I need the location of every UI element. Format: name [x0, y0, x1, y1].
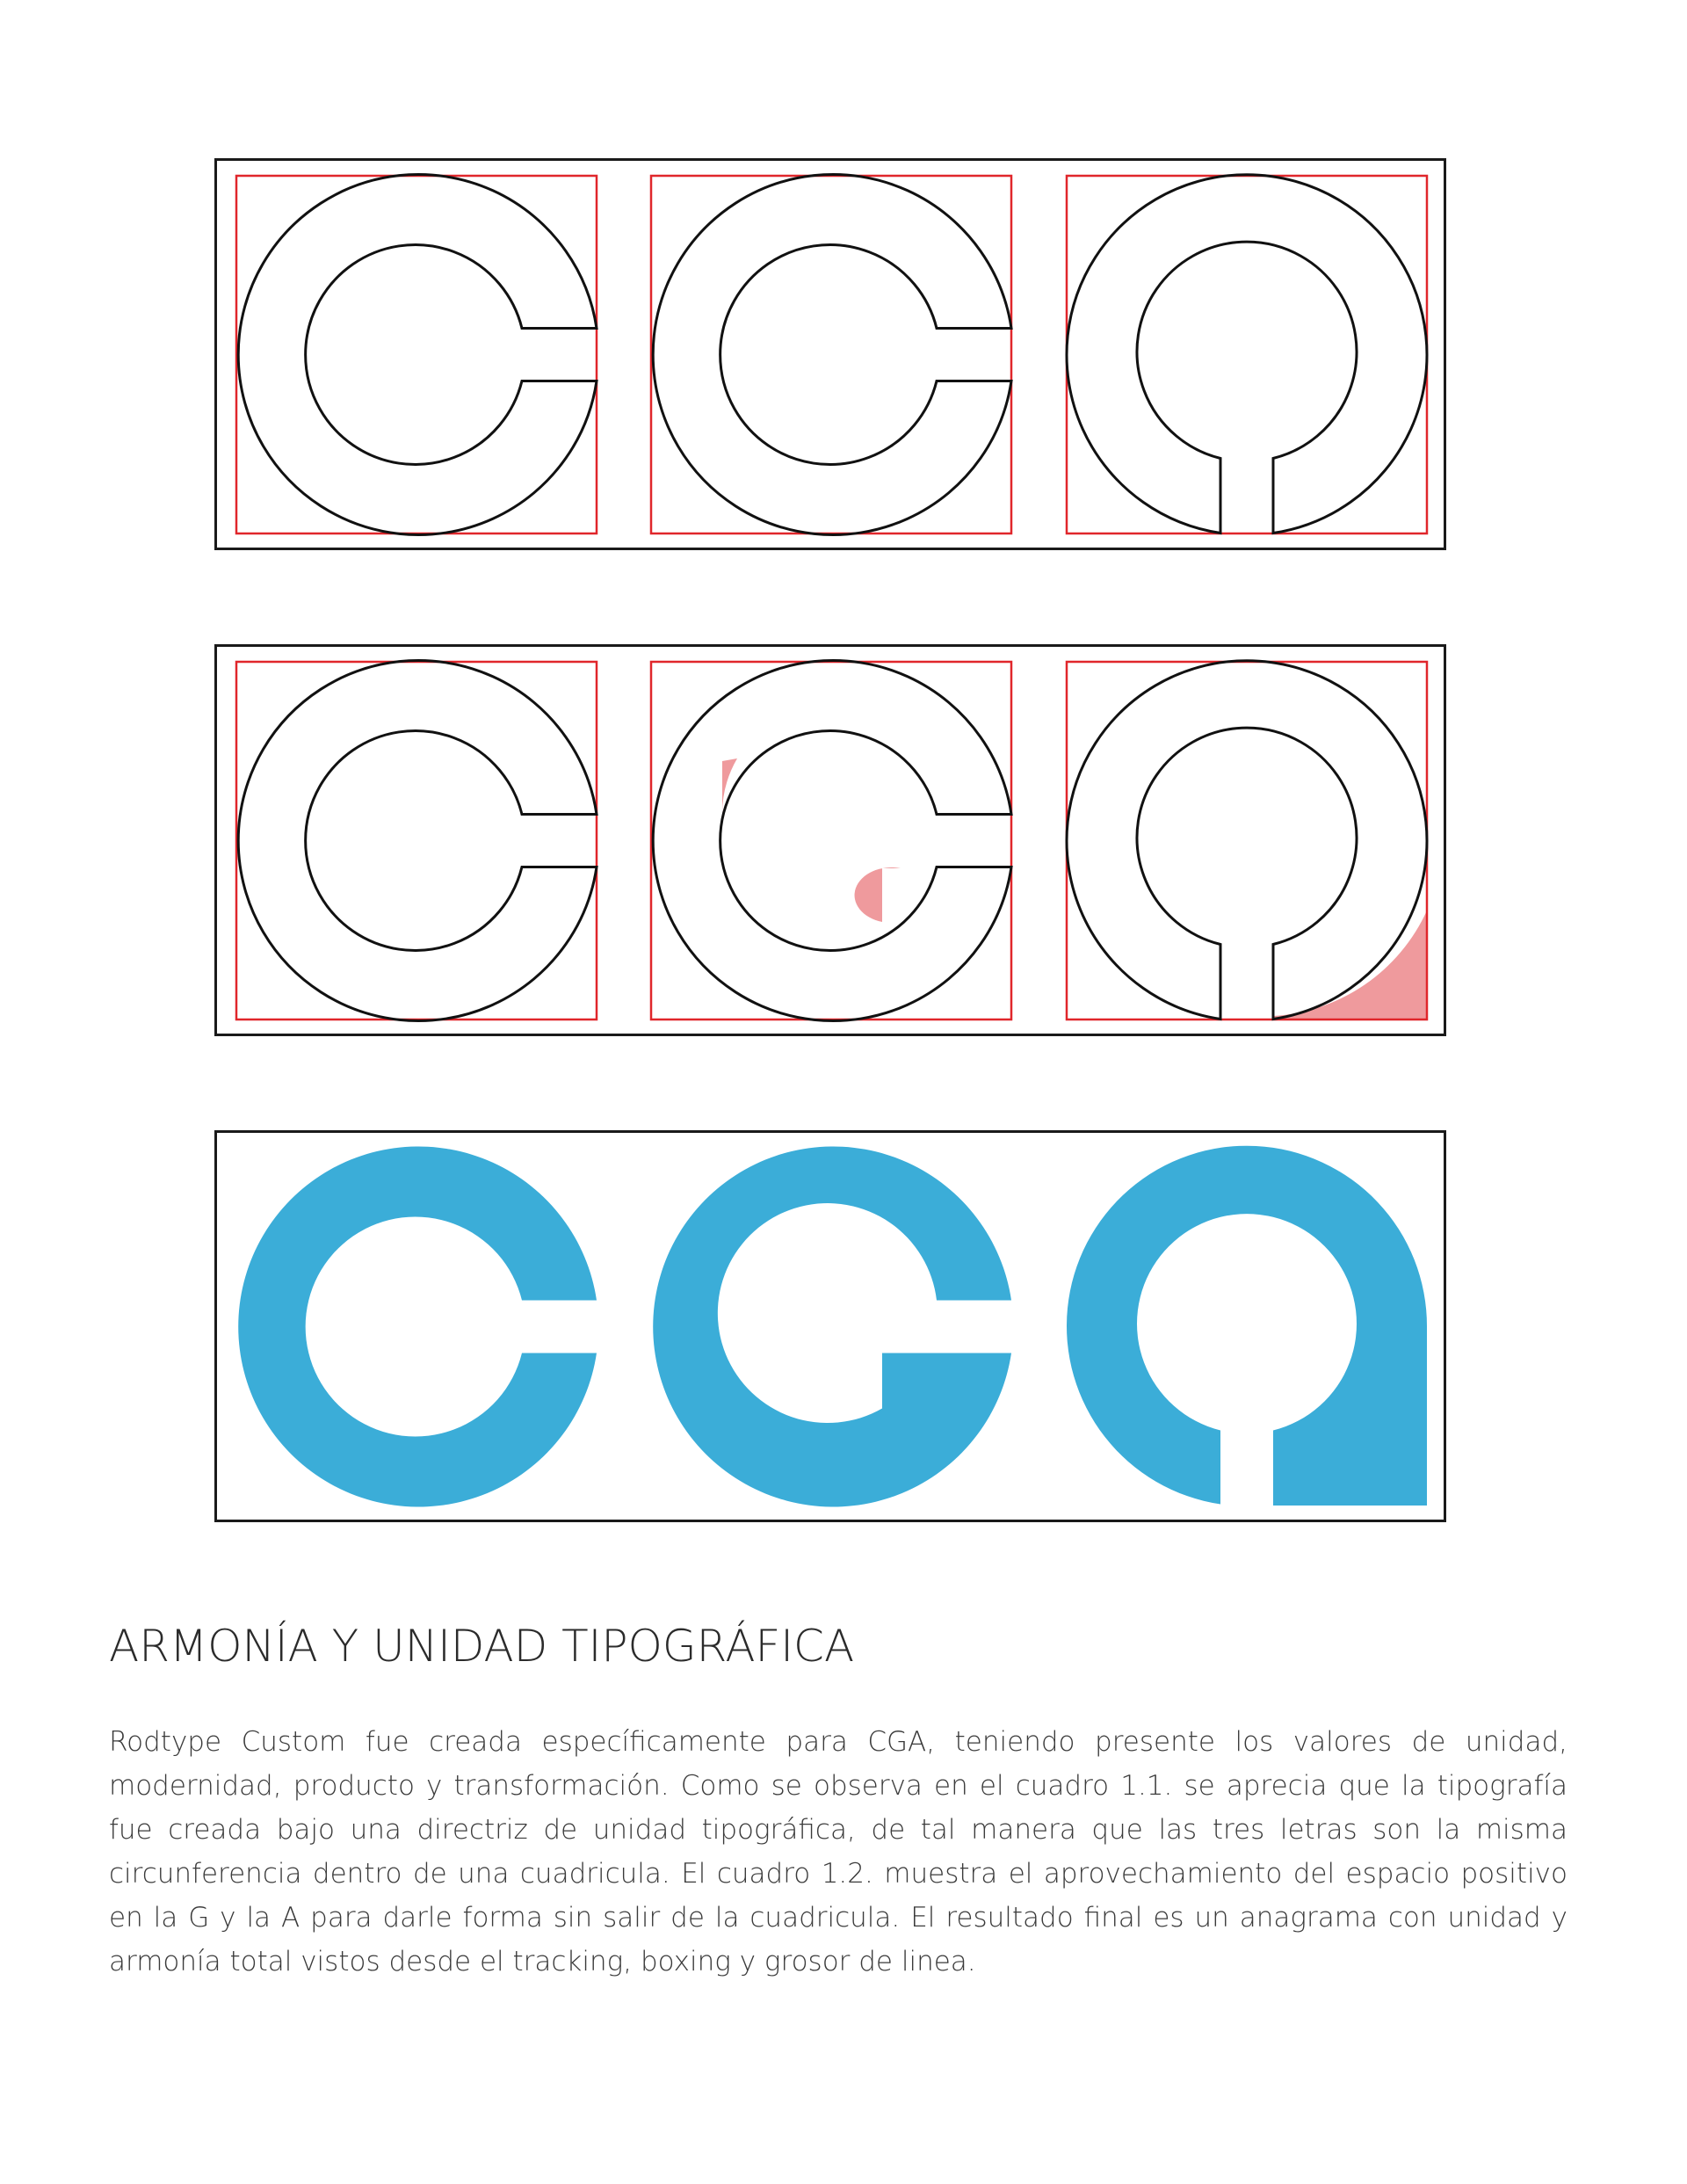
section-body-paragraph: Rodtype Custom fue creada específicamente para CGA, teniendo presente los valores de unidad, modernidad, producto y transformación. Como se observa en el cuadro 1.1. se aprecia que la tipografía fue creada bajo una directriz de unidad tipográfica, de tal manera que las tres letras son la misma circunferencia dentro de una cuadricula. El cuadro 1.2. muestra el aprovechamiento del espacio positivo en la G y la A para darle forma sin salir de la cuadricula. El resultado final es un anagrama con unidad y armonía total vistos desde el tracking, boxing y grosor de linea.: [109, 1726, 1568, 1977]
letter-construction-panel-2: [214, 644, 1446, 1036]
letter-outlines: [238, 175, 1427, 535]
final-anagram-panel: [214, 1130, 1446, 1522]
letter-outlines: [238, 661, 1427, 1021]
letter-a-outline: [1067, 661, 1427, 1019]
letter-c-filled: [238, 1147, 597, 1507]
grid-square-3: [1067, 176, 1427, 533]
letter-construction-panel-1: [214, 158, 1446, 550]
letter-c-outline-1: [238, 175, 597, 535]
grid-squares: [236, 662, 1427, 1019]
grid-squares: [236, 176, 1427, 533]
letter-c-outline: [238, 661, 597, 1021]
letter-a-base-outline: [1067, 175, 1427, 533]
g-highlight: [855, 867, 901, 922]
letter-construction-drawing-2: [217, 647, 1444, 1034]
grid-square-3: [1067, 662, 1427, 1019]
positive-space-highlights: [722, 758, 1427, 1019]
letter-g-filled: [653, 1147, 1011, 1507]
cga-letters: [238, 1146, 1427, 1507]
letter-g-outline: [653, 661, 1011, 1021]
letter-c-outline-2: [653, 175, 1011, 535]
cga-anagram-logo: [217, 1133, 1444, 1520]
letter-construction-drawing-1: [217, 161, 1444, 548]
letter-a-filled: [1067, 1146, 1427, 1506]
section-heading: ARMONÍA Y UNIDAD TIPOGRÁFICA: [109, 1621, 855, 1672]
